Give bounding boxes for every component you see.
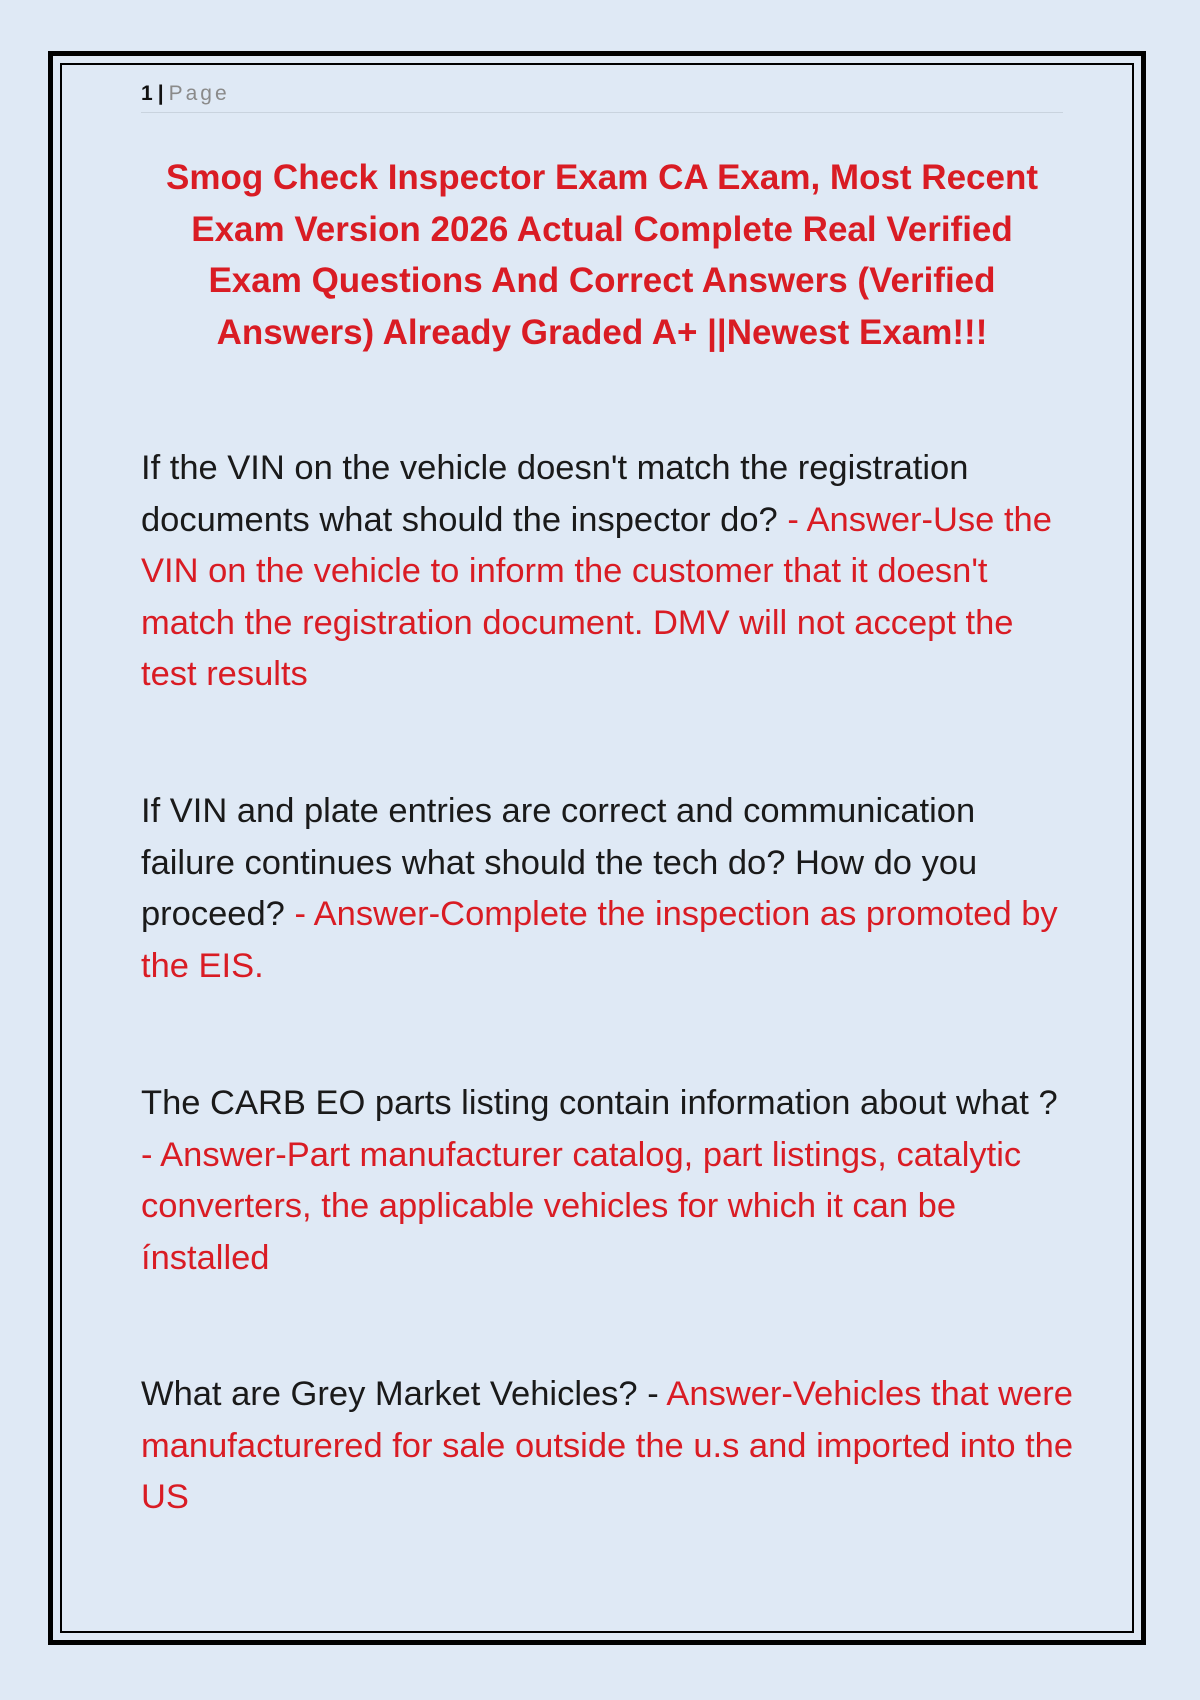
answer-text: - Answer-Use the VIN on the vehicle to inform the customer that it doesn't match the registration document. DMV will not accept the test results [141,500,1052,693]
question-text: If VIN and plate entries are correct and communication failure continues what should the tech do? How do you proceed? [141,792,978,933]
question-text: If the VIN on the vehicle doesn't match the registration documents what should the inspector do? [141,449,969,539]
qa-item [141,1078,1076,1284]
question-text: The CARB EO parts listing contain information about what ? [141,1084,1058,1122]
qa-item [141,1369,1076,1524]
qa-item [141,786,1076,992]
qa-item [141,443,1076,701]
page-label: Page [168,82,230,105]
answer-text: - Answer-Part manufacturer catalog, part listings, catalytic converters, the applicable vehicles for which it can be ínstalled [141,1135,1022,1277]
page-header [141,80,1063,113]
answer-text: - Answer-Complete the inspection as promoted by the EIS. [141,895,1058,985]
page-separator: | [157,82,165,105]
page-number: 1 [141,82,154,105]
answer-text: Answer-Vehicles that were manufacturered for sale outside the u.s and imported into the US [141,1375,1074,1516]
question-text: What are Grey Market Vehicles? - [141,1375,659,1413]
document-title: Smog Check Inspector Exam CA Exam, Most Recent Exam Version 2026 Actual Complete Real Verified Exam Questions And Correct Answers (Verified Answers) Already Graded A+ ||Newest Exam!!! [165,158,1038,352]
